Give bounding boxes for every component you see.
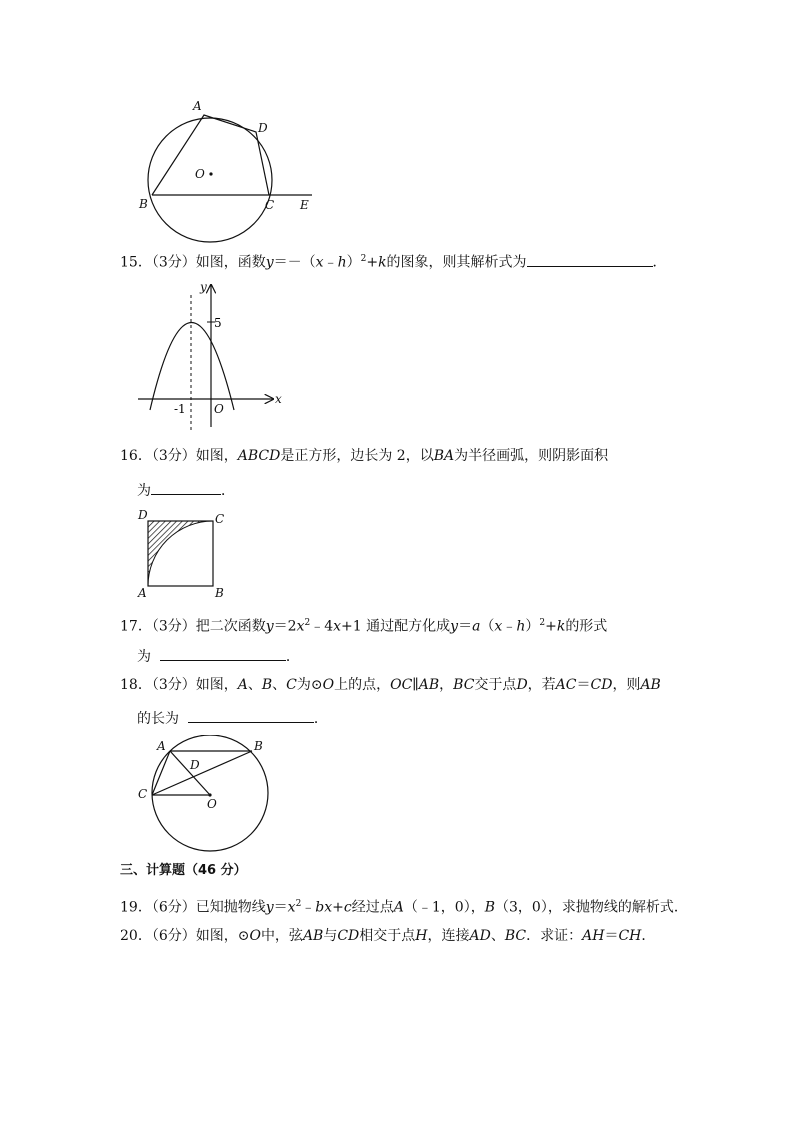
q20-t4: ，连接 [427,928,470,944]
q15-minus: ﹣ [323,254,338,271]
label-b: B [215,586,224,600]
q20-cd: CD [337,928,360,944]
label-5: 5 [214,316,222,330]
q15-end: ． [652,254,667,271]
q17-exp2: 2 [539,618,546,628]
q18-line2: 的长为 [137,711,179,727]
question-17-line2 [137,646,300,666]
q18-t6: ，则 [612,677,641,693]
q19-c: c [343,899,352,916]
q18-s2: 、 [272,677,287,693]
q19-plus: + [332,899,344,916]
q15-number: 15．（3分）如图，函数 [120,254,266,271]
label-o: O [214,402,224,416]
q18-d: D [516,677,528,693]
answer-blank-16[interactable] [151,480,221,495]
q16-t2: 为半径画弧，则阴影面积 [454,448,609,464]
q18-ab2: AB [640,677,661,693]
q18-bc: BC [453,677,475,693]
q16-end: ． [221,483,235,499]
q17-eq1: ＝2 [273,618,297,635]
answer-blank-15[interactable] [527,252,653,267]
q19-x2: x [324,899,333,916]
parabola-curve [150,323,234,411]
q20-t3: 相交于点 [359,928,416,944]
q18-t4: 交于点 [474,677,517,693]
q17-end: ． [285,649,300,665]
label-d: D [258,121,268,135]
q17-number: 17．（3分）把二次函数 [120,618,266,635]
q18-t1: 为⊙ [296,677,323,693]
q20-ah: AH [582,928,605,944]
label-c: C [265,198,275,212]
q17-x3: x [494,618,503,635]
center-dot [209,172,212,175]
q18-end: ． [313,711,328,727]
q17-t5: ） [525,618,540,635]
label-d: D [190,758,200,772]
q18-o: O [322,677,335,693]
label-d: D [138,508,148,522]
q15-x: x [315,254,324,271]
q18-cd: CD [590,677,613,693]
q19-a: A [393,899,404,916]
q19-t3: （﹣1，0）， [403,899,485,916]
q20-ab: AB [302,928,324,944]
question-16-line2 [137,480,235,500]
q17-t6: 的形式 [565,618,608,635]
q19-t1: ﹣ [301,899,316,916]
q19-number: 19．（6分）已知抛物线 [120,899,266,916]
q19-y: y [265,899,274,916]
q15-h: h [337,254,347,271]
q18-ac: AC [555,677,577,693]
q17-plus: + [545,618,557,635]
q20-number: 20．（6分）如图，⊙ [120,928,250,944]
q19-exp: 2 [295,899,302,909]
question-16 [120,447,608,465]
q20-ch: CH [618,928,642,944]
label-a: A [157,739,166,753]
label-x: x [275,392,282,406]
q19-t4: （3，0），求抛物线的解析式． [495,899,688,916]
q19-x: x [287,899,296,916]
q18-number: 18．（3分）如图， [120,677,238,693]
q17-h: h [516,618,526,635]
q15-rest: 的图象，则其解析式为 [386,254,527,271]
q16-line2: 为 [137,483,151,499]
label-c: C [138,787,148,801]
q17-a: a [472,618,481,635]
q18-a: A [237,677,248,693]
label-y: y [200,280,207,294]
question-15 [120,250,667,272]
q17-t3: （ [480,618,495,635]
q20-ad: AD [469,928,491,944]
q19-b: b [315,899,325,916]
label-a: A [138,586,147,600]
q15-exp: 2 [360,254,367,264]
shaded-region [148,521,213,586]
q17-t2: +1 通过配方化成 [341,618,451,635]
q17-t4: ﹣ [502,618,517,635]
label-e: E [300,198,309,212]
q17-t1: ﹣4 [310,618,334,635]
q15-k: k [378,254,387,271]
q15-eq: ＝－（ [273,254,316,271]
question-18-line2 [137,708,328,728]
q20-end: ． [641,928,656,944]
label-a: A [193,99,202,113]
q18-ab: AB [418,677,440,693]
q15-y: y [265,254,274,271]
question-19 [120,895,688,917]
q17-k: k [556,618,566,635]
q17-x2: x [333,618,342,635]
q16-ba: BA [433,448,455,464]
q16-abcd: ABCD [237,448,281,464]
label-o: O [207,797,217,811]
question-17 [120,614,607,636]
q20-t1: 中，弦 [260,928,303,944]
q15-plus: + [366,254,379,271]
q18-s1: 、 [247,677,262,693]
q19-eq: ＝ [273,899,288,916]
answer-blank-18[interactable] [188,708,314,723]
q18-t3: ， [439,677,454,693]
label-neg1: -1 [174,402,186,416]
q19-b-point: B [484,899,495,916]
q20-o: O [249,928,261,944]
q18-c: C [286,677,297,693]
label-b: B [139,197,148,211]
q18-eq: ＝ [576,677,591,693]
section-heading: 三、计算题（46 分） [120,863,247,878]
q18-oc: OC [390,677,413,693]
figure-18-circle [130,735,280,855]
q18-par: ∥ [412,677,419,693]
q16-number: 16．（3分）如图， [120,448,238,464]
q19-t2: 经过点 [351,899,394,916]
q17-exp: 2 [304,618,311,628]
figure-15-parabola [130,275,290,435]
circle [148,118,275,242]
q20-bc: BC [504,928,527,944]
question-20 [120,927,655,945]
figure-14-circle [130,90,330,250]
q17-line2: 为 [137,649,151,665]
q20-t5: 、 [490,928,505,944]
q20-h: H [415,928,428,944]
label-o: O [195,167,205,181]
q17-eq2: ＝ [458,618,473,635]
label-c: C [215,512,225,526]
label-b: B [254,739,263,753]
answer-blank-17[interactable] [160,646,286,661]
q17-x: x [296,618,305,635]
q20-t6: ．求证： [526,928,583,944]
figure-16-square [130,505,240,600]
q17-y2: y [450,618,459,635]
q20-eq: ＝ [604,928,619,944]
q18-b: B [261,677,273,693]
q17-y: y [265,618,274,635]
q18-t2: 上的点， [334,677,391,693]
quadrilateral-abcd [152,115,269,195]
question-18 [120,676,661,694]
q16-t1: 是正方形，边长为 2，以 [280,448,434,464]
q15-close: ） [346,254,361,271]
q18-t5: ，若 [527,677,556,693]
q20-t2: 与 [323,928,338,944]
